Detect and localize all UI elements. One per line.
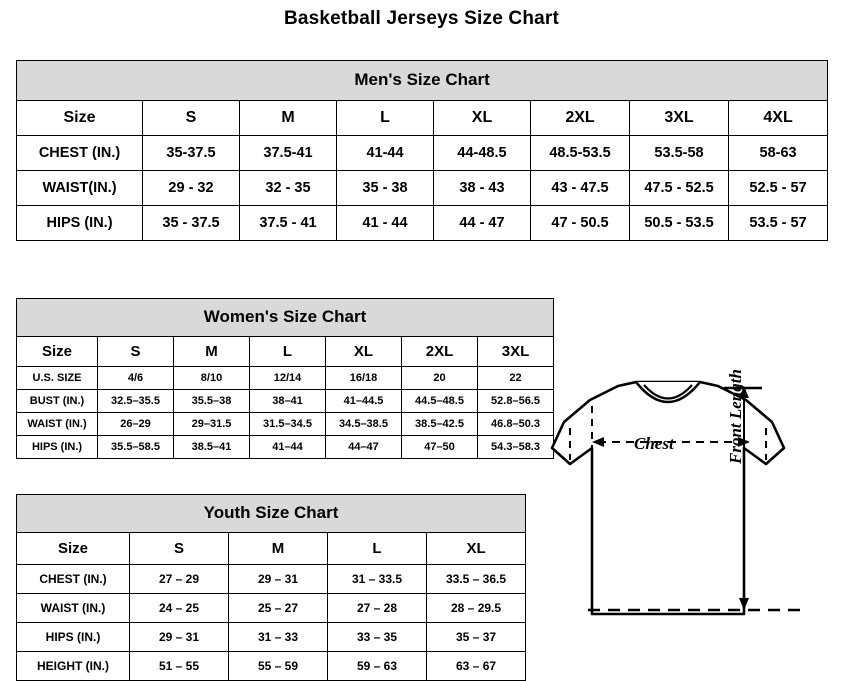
womens-header-size: Size <box>17 337 98 367</box>
table-row <box>17 565 526 594</box>
youth-header-l: L <box>328 533 427 565</box>
cell-value: 47 - 50.5 <box>531 206 630 241</box>
row-label: CHEST (IN.) <box>17 136 143 171</box>
cell-value: 38.5–41 <box>174 436 250 459</box>
mens-header-m: M <box>240 101 337 136</box>
cell-value: 35 - 38 <box>337 171 434 206</box>
cell-value: 20 <box>402 367 478 390</box>
row-label: HIPS (IN.) <box>17 436 98 459</box>
youth-chart-caption: Youth Size Chart <box>17 495 526 533</box>
table-row <box>17 413 554 436</box>
cell-value: 31 – 33 <box>229 623 328 652</box>
jersey-measurement-diagram <box>548 352 836 662</box>
cell-value: 8/10 <box>174 367 250 390</box>
cell-value: 48.5-53.5 <box>531 136 630 171</box>
cell-value: 43 - 47.5 <box>531 171 630 206</box>
cell-value: 52.5 - 57 <box>729 171 828 206</box>
cell-value: 29 - 32 <box>143 171 240 206</box>
table-row <box>17 390 554 413</box>
cell-value: 41–44 <box>250 436 326 459</box>
cell-value: 44.5–48.5 <box>402 390 478 413</box>
womens-chart-caption: Women's Size Chart <box>17 299 554 337</box>
cell-value: 37.5-41 <box>240 136 337 171</box>
cell-value: 31.5–34.5 <box>250 413 326 436</box>
youth-chart-header-row <box>17 533 526 565</box>
cell-value: 35-37.5 <box>143 136 240 171</box>
cell-value: 46.8–50.3 <box>478 413 554 436</box>
womens-header-2xl: 2XL <box>402 337 478 367</box>
mens-chart-caption-row <box>17 61 828 101</box>
cell-value: 50.5 - 53.5 <box>630 206 729 241</box>
cell-value: 35.5–58.5 <box>98 436 174 459</box>
mens-chart-caption: Men's Size Chart <box>17 61 828 101</box>
mens-header-4xl: 4XL <box>729 101 828 136</box>
row-label: WAIST(IN.) <box>17 171 143 206</box>
row-label: WAIST (IN.) <box>17 594 130 623</box>
row-label: WAIST (IN.) <box>17 413 98 436</box>
cell-value: 58-63 <box>729 136 828 171</box>
cell-value: 47–50 <box>402 436 478 459</box>
cell-value: 44 - 47 <box>434 206 531 241</box>
cell-value: 44–47 <box>326 436 402 459</box>
page-title: Basketball Jerseys Size Chart <box>283 8 560 29</box>
womens-size-chart-table <box>16 298 554 459</box>
mens-header-s: S <box>143 101 240 136</box>
row-label: HIPS (IN.) <box>17 623 130 652</box>
cell-value: 22 <box>478 367 554 390</box>
row-label: U.S. SIZE <box>17 367 98 390</box>
youth-header-s: S <box>130 533 229 565</box>
cell-value: 63 – 67 <box>427 652 526 681</box>
womens-chart-header-row <box>17 337 554 367</box>
table-row <box>17 594 526 623</box>
mens-header-2xl: 2XL <box>531 101 630 136</box>
cell-value: 37.5 - 41 <box>240 206 337 241</box>
table-row <box>17 367 554 390</box>
cell-value: 29 – 31 <box>229 565 328 594</box>
youth-header-size: Size <box>17 533 130 565</box>
cell-value: 27 – 28 <box>328 594 427 623</box>
mens-chart-header-row <box>17 101 828 136</box>
womens-header-3xl: 3XL <box>478 337 554 367</box>
cell-value: 35.5–38 <box>174 390 250 413</box>
jersey-outline-svg <box>548 352 836 662</box>
youth-chart-caption-row <box>17 495 526 533</box>
cell-value: 53.5-58 <box>630 136 729 171</box>
womens-header-s: S <box>98 337 174 367</box>
mens-header-xl: XL <box>434 101 531 136</box>
row-label: HIPS (IN.) <box>17 206 143 241</box>
cell-value: 12/14 <box>250 367 326 390</box>
table-row <box>17 652 526 681</box>
cell-value: 38.5–42.5 <box>402 413 478 436</box>
table-row <box>17 206 828 241</box>
cell-value: 32.5–35.5 <box>98 390 174 413</box>
cell-value: 41 - 44 <box>337 206 434 241</box>
table-row <box>17 136 828 171</box>
cell-value: 35 – 37 <box>427 623 526 652</box>
cell-value: 47.5 - 52.5 <box>630 171 729 206</box>
cell-value: 28 – 29.5 <box>427 594 526 623</box>
front-length-label: Front Length <box>726 369 745 464</box>
table-row <box>17 171 828 206</box>
row-label: CHEST (IN.) <box>17 565 130 594</box>
table-row <box>17 623 526 652</box>
youth-header-m: M <box>229 533 328 565</box>
cell-value: 41–44.5 <box>326 390 402 413</box>
womens-chart-caption-row <box>17 299 554 337</box>
jersey-body-path <box>552 382 784 614</box>
mens-header-l: L <box>337 101 434 136</box>
womens-header-m: M <box>174 337 250 367</box>
chest-label: Chest <box>634 434 674 453</box>
cell-value: 54.3–58.3 <box>478 436 554 459</box>
cell-value: 33 – 35 <box>328 623 427 652</box>
cell-value: 32 - 35 <box>240 171 337 206</box>
womens-header-l: L <box>250 337 326 367</box>
cell-value: 27 – 29 <box>130 565 229 594</box>
cell-value: 25 – 27 <box>229 594 328 623</box>
cell-value: 29 – 31 <box>130 623 229 652</box>
mens-size-chart-table <box>16 60 828 241</box>
cell-value: 26–29 <box>98 413 174 436</box>
cell-value: 34.5–38.5 <box>326 413 402 436</box>
cell-value: 53.5 - 57 <box>729 206 828 241</box>
row-label: HEIGHT (IN.) <box>17 652 130 681</box>
cell-value: 44-48.5 <box>434 136 531 171</box>
mens-header-3xl: 3XL <box>630 101 729 136</box>
cell-value: 31 – 33.5 <box>328 565 427 594</box>
row-label: BUST (IN.) <box>17 390 98 413</box>
cell-value: 55 – 59 <box>229 652 328 681</box>
table-row <box>17 436 554 459</box>
youth-size-chart-table <box>16 494 526 681</box>
cell-value: 41-44 <box>337 136 434 171</box>
cell-value: 29–31.5 <box>174 413 250 436</box>
cell-value: 4/6 <box>98 367 174 390</box>
cell-value: 59 – 63 <box>328 652 427 681</box>
cell-value: 51 – 55 <box>130 652 229 681</box>
cell-value: 33.5 – 36.5 <box>427 565 526 594</box>
cell-value: 38 - 43 <box>434 171 531 206</box>
youth-header-xl: XL <box>427 533 526 565</box>
womens-header-xl: XL <box>326 337 402 367</box>
cell-value: 24 – 25 <box>130 594 229 623</box>
cell-value: 16/18 <box>326 367 402 390</box>
cell-value: 38–41 <box>250 390 326 413</box>
cell-value: 35 - 37.5 <box>143 206 240 241</box>
mens-header-size: Size <box>17 101 143 136</box>
cell-value: 52.8–56.5 <box>478 390 554 413</box>
